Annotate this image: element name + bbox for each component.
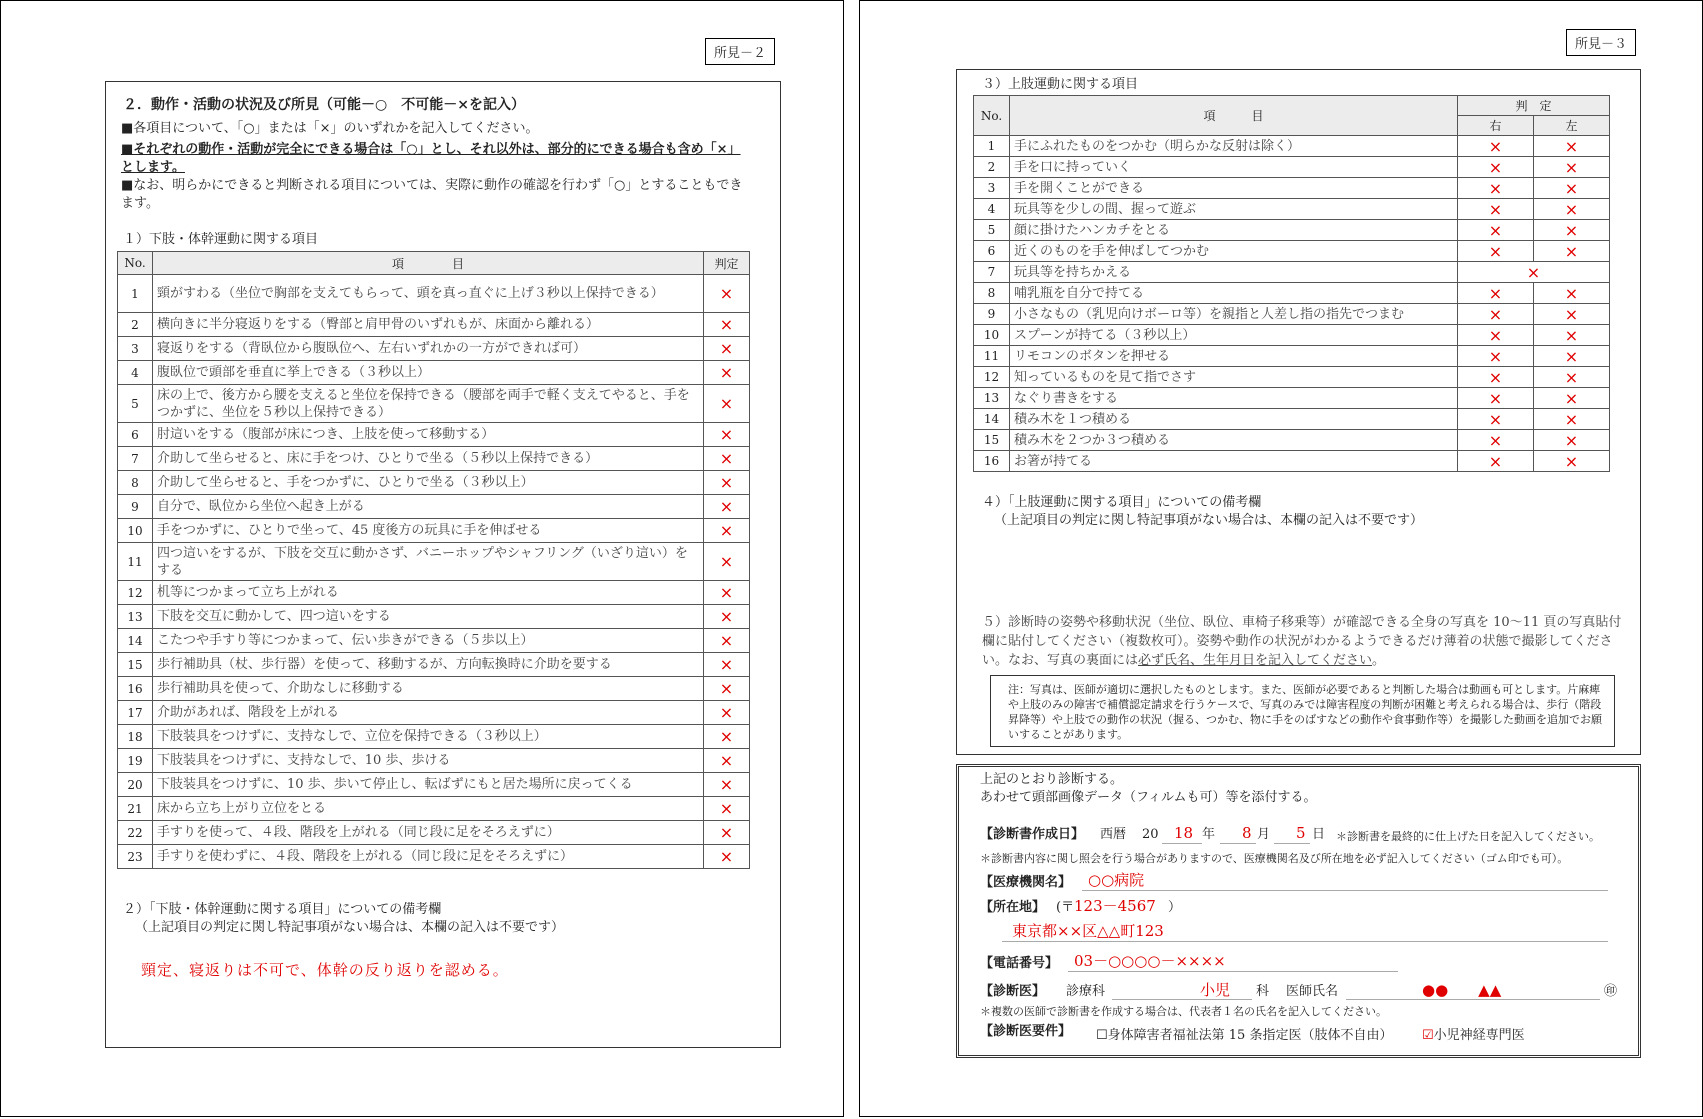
row-judgement[interactable]: × <box>704 423 750 447</box>
row-judgement[interactable]: × <box>704 275 750 313</box>
row-no: 6 <box>118 423 153 447</box>
hospital-value[interactable]: ○○病院 <box>1088 871 1145 889</box>
row-no: 13 <box>974 388 1010 409</box>
address-value[interactable]: 東京都××区△△町123 <box>1012 922 1164 940</box>
row-no: 3 <box>974 178 1010 199</box>
row-judgement-right[interactable]: × <box>1458 451 1534 472</box>
row-item: 横向きに半分寝返りをする（臀部と肩甲骨のいずれもが、床面から離れる） <box>153 313 704 337</box>
date-day[interactable]: 5 <box>1296 824 1306 842</box>
row-judgement[interactable]: × <box>704 677 750 701</box>
col-header-left: 左 <box>1534 116 1610 136</box>
note-3: ■なお、明らかにできると判断される項目については、実際に動作の確認を行わず「○」とすることもできます。 <box>121 178 743 211</box>
table-row <box>118 313 750 337</box>
date-month[interactable]: 8 <box>1242 824 1252 842</box>
hospital-label: 【医療機関名】 <box>980 875 1072 890</box>
date-note: ＊診断書を最終的に仕上げた日を記入してください。 <box>1336 830 1600 843</box>
table-row <box>118 629 750 653</box>
table-row <box>974 409 1610 430</box>
phone-value[interactable]: 03－○○○○－×××× <box>1074 952 1226 970</box>
dept-line <box>1112 999 1252 1000</box>
row-judgement-right[interactable]: × <box>1458 136 1534 157</box>
postal-close: ） <box>1168 900 1182 915</box>
row-judgement[interactable]: × <box>704 337 750 361</box>
day-line <box>1274 843 1310 844</box>
table-row <box>974 220 1610 241</box>
requirements-label: 【診断医要件】 <box>980 1024 1072 1039</box>
page-left <box>0 0 844 1117</box>
row-item: 下肢装具をつけずに、10 歩、歩いて停止し、転ばずにもと居た場所に戻ってくる <box>153 773 704 797</box>
row-judgement-right[interactable]: × <box>1458 157 1534 178</box>
row-judgement-right[interactable]: × <box>1458 388 1534 409</box>
lower-limb-table <box>117 251 750 869</box>
diagnosis-line-2: あわせて頭部画像データ（フィルムも可）等を添付する。 <box>980 790 1317 805</box>
row-judgement-right[interactable]: × <box>1458 220 1534 241</box>
row-judgement-right[interactable]: × <box>1458 241 1534 262</box>
row-judgement[interactable]: × <box>704 653 750 677</box>
row-judgement-right[interactable]: × <box>1458 178 1534 199</box>
row-no: 6 <box>974 241 1010 262</box>
row-no: 15 <box>974 430 1010 451</box>
table-row <box>974 157 1610 178</box>
row-item: 腹臥位で頭部を垂直に挙上できる（３秒以上） <box>153 361 704 385</box>
row-item: 歩行補助具を使って、介助なしに移動する <box>153 677 704 701</box>
row-judgement-left[interactable]: × <box>1534 325 1610 346</box>
table-row <box>118 543 750 581</box>
row-item: 手を口に持っていく <box>1010 157 1458 178</box>
table-row <box>974 325 1610 346</box>
inquiry-note: ＊診断書内容に関し照会を行う場合がありますので、医療機関名及び所在地を必ず記入してください（ゴム印でも可）。 <box>980 852 1569 865</box>
row-judgement[interactable]: × <box>704 471 750 495</box>
date-label: 【診断書作成日】 <box>980 827 1085 842</box>
section5-emphasis: 必ず氏名、生年月日を記入してください <box>1138 653 1373 668</box>
table-row <box>118 677 750 701</box>
row-item: 介助して坐らせると、手をつかずに、ひとりで坐る（３秒以上） <box>153 471 704 495</box>
row-item: 哺乳瓶を自分で持てる <box>1010 283 1458 304</box>
row-item: 寝返りをする（背臥位から腹臥位へ、左右いずれかの一方ができれば可） <box>153 337 704 361</box>
row-judgement-right[interactable]: × <box>1458 346 1534 367</box>
row-judgement-left[interactable]: × <box>1534 346 1610 367</box>
dept-unit: 科 <box>1256 984 1270 999</box>
row-no: 10 <box>118 519 153 543</box>
row-no: 11 <box>974 346 1010 367</box>
date-year[interactable]: 18 <box>1174 824 1194 842</box>
row-judgement[interactable]: × <box>704 385 750 423</box>
row-item: 手すりを使わずに、４段、階段を上がれる（同じ段に足をそろえずに） <box>153 845 704 869</box>
row-item: 頸がすわる（坐位で胸部を支えてもらって、頭を真っ直ぐに上げ３秒以上保持できる） <box>153 275 704 313</box>
remarks-title: ２）「下肢・体幹運動に関する項目」についての備考欄 <box>123 902 442 917</box>
row-item: 肘這いをする（腹部が床につき、上肢を使って移動する） <box>153 423 704 447</box>
section5-pre: ５）診断時の姿勢や移動状況（坐位、臥位、車椅子移乗等）が確認できる全身の写真を 10～11 頁の写真貼付欄に貼付してください（複数枚可）。姿勢や動作の状況がわかるようできるだけ薄着の状態で撮影してください。なお、写真の裏面には <box>982 615 1622 668</box>
row-no: 5 <box>974 220 1010 241</box>
row-judgement-left[interactable]: × <box>1534 178 1610 199</box>
row-item: 自分で、臥位から坐位へ起き上がる <box>153 495 704 519</box>
row-no: 12 <box>974 367 1010 388</box>
table-row <box>118 653 750 677</box>
row-judgement-right[interactable]: × <box>1458 199 1534 220</box>
doctor-name-line <box>1346 999 1600 1000</box>
row-item: 下肢装具をつけずに、支持なしで、立位を保持できる（３秒以上） <box>153 725 704 749</box>
page-label: 所見－２ <box>705 38 775 65</box>
row-item: 手をつかずに、ひとりで坐って、45 度後方の玩具に手を伸ばせる <box>153 519 704 543</box>
table-row <box>118 495 750 519</box>
col-header-judge: 判 定 <box>1458 96 1610 116</box>
table-row <box>974 283 1610 304</box>
row-no: 16 <box>118 677 153 701</box>
address-line <box>1002 941 1608 942</box>
row-judgement[interactable]: × <box>704 821 750 845</box>
row-judgement-right[interactable]: × <box>1458 283 1534 304</box>
remarks4-note: （上記項目の判定に関し特記事項がない場合は、本欄の記入は不要です） <box>994 513 1424 528</box>
date-year-unit: 年 <box>1202 827 1216 842</box>
row-judgement-left[interactable]: × <box>1534 241 1610 262</box>
row-judgement-left[interactable]: × <box>1534 283 1610 304</box>
row-no: 1 <box>118 275 153 313</box>
row-no: 1 <box>974 136 1010 157</box>
row-judgement-left[interactable]: × <box>1534 388 1610 409</box>
row-item: 下肢を交互に動かして、四つ這いをする <box>153 605 704 629</box>
row-item: 介助があれば、階段を上がれる <box>153 701 704 725</box>
note-box-text: 注：写真は、医師が適切に選択したものとします。また、医師が必要であると判断した場合は動画も可とします。片麻痺や上肢のみの障害で補償認定請求を行うケースで、写真のみでは障害程度の判断が困難と考えられる場合は、歩行（階段昇降等）や上肢での動作の状況（握る、つかむ、物に手をのばすなどの動作や食事動作等）を撮影した動画を追加でお願いすることがあります。 <box>1008 683 1602 741</box>
multi-doctor-note: ＊複数の医師で診断書を作成する場合は、代表者１名の氏名を記入してください。 <box>980 1005 1387 1018</box>
row-no: 9 <box>118 495 153 519</box>
row-no: 7 <box>118 447 153 471</box>
row-judgement-left[interactable]: × <box>1534 136 1610 157</box>
section5-post: 。 <box>1372 653 1386 668</box>
table-row <box>974 262 1610 283</box>
row-judgement[interactable]: × <box>704 581 750 605</box>
row-item: 玩具等を持ちかえる <box>1010 262 1458 283</box>
row-judgement[interactable]: × <box>704 605 750 629</box>
row-no: 21 <box>118 797 153 821</box>
row-item: 積み木を１つ積める <box>1010 409 1458 430</box>
requirement-2-label: 小児神経専門医 <box>1433 1028 1525 1043</box>
row-judgement-left[interactable]: × <box>1534 304 1610 325</box>
date-prefix: 20 <box>1142 827 1159 842</box>
row-item: スプーンが持てる（３秒以上） <box>1010 325 1458 346</box>
row-item: 手すりを使って、４段、階段を上がれる（同じ段に足をそろえずに） <box>153 821 704 845</box>
row-judgement-right[interactable]: × <box>1458 430 1534 451</box>
row-judgement-left[interactable]: × <box>1534 451 1610 472</box>
row-no: 20 <box>118 773 153 797</box>
col-header-item: 項 目 <box>153 252 704 275</box>
table-row <box>118 821 750 845</box>
doctor-label: 【診断医】 <box>980 984 1046 999</box>
table-row <box>974 451 1610 472</box>
col-header-item: 項 目 <box>1010 96 1458 136</box>
row-judgement[interactable]: × <box>704 629 750 653</box>
row-no: 14 <box>974 409 1010 430</box>
row-judgement-right[interactable]: × <box>1458 409 1534 430</box>
table-row <box>118 385 750 423</box>
row-item: 介助して坐らせると、床に手をつけ、ひとりで坐る（５秒以上保持できる） <box>153 447 704 471</box>
row-judgement[interactable]: × <box>704 773 750 797</box>
row-item: 机等につかまって立ち上がれる <box>153 581 704 605</box>
row-item: 下肢装具をつけずに、支持なしで、10 歩、歩ける <box>153 749 704 773</box>
table-row <box>118 337 750 361</box>
row-item: なぐり書きをする <box>1010 388 1458 409</box>
row-item: 歩行補助具（杖、歩行器）を使って、移動するが、方向転換時に介助を要する <box>153 653 704 677</box>
row-no: 10 <box>974 325 1010 346</box>
table-row <box>118 423 750 447</box>
table-row <box>974 346 1610 367</box>
address-label: 【所在地】 <box>980 900 1046 915</box>
row-item: 手を開くことができる <box>1010 178 1458 199</box>
checked-checkbox-icon[interactable]: ☑ <box>1422 1028 1434 1043</box>
row-item: 知っているものを見て指でさす <box>1010 367 1458 388</box>
row-no: 11 <box>118 543 153 581</box>
diagnosis-line-1: 上記のとおり診断する。 <box>980 772 1124 787</box>
row-item: 積み木を２つか３つ積める <box>1010 430 1458 451</box>
requirement-1-label: 身体障害者福祉法第 15 条指定医（肢体不自由） <box>1107 1028 1393 1043</box>
row-judgement[interactable]: × <box>704 797 750 821</box>
table-row <box>118 447 750 471</box>
row-judgement[interactable]: × <box>704 361 750 385</box>
note-1: ■各項目について、「○」または「×」のいずれかを記入してください。 <box>121 121 539 136</box>
table-row <box>118 773 750 797</box>
row-no: 17 <box>118 701 153 725</box>
row-no: 15 <box>118 653 153 677</box>
row-judgement[interactable]: × <box>704 701 750 725</box>
table-row <box>974 199 1610 220</box>
table-row <box>974 178 1610 199</box>
phone-label: 【電話番号】 <box>980 956 1059 971</box>
table-row <box>118 845 750 869</box>
table-title: ３）上肢運動に関する項目 <box>982 77 1139 92</box>
table-row <box>974 304 1610 325</box>
date-month-unit: 月 <box>1257 827 1271 842</box>
col-header-no: No. <box>118 252 153 275</box>
table-row <box>118 361 750 385</box>
requirement-2[interactable] <box>1422 1024 1525 1043</box>
table-row <box>118 471 750 495</box>
row-item: 手にふれたものをつかむ（明らかな反射は除く） <box>1010 136 1458 157</box>
row-judgement-left[interactable]: × <box>1534 430 1610 451</box>
row-no: 5 <box>118 385 153 423</box>
row-no: 22 <box>118 821 153 845</box>
row-judgement-left[interactable]: × <box>1534 220 1610 241</box>
row-judgement-right[interactable]: × <box>1458 325 1534 346</box>
table-row <box>974 388 1610 409</box>
page-right <box>859 0 1703 1117</box>
row-item: 四つ這いをするが、下肢を交互に動かさず、バニーホップやシャフリング（いざり這い）をする <box>153 543 704 581</box>
row-no: 16 <box>974 451 1010 472</box>
row-judgement[interactable]: × <box>704 447 750 471</box>
postal-open: (〒 <box>1056 900 1075 915</box>
note-2: ■それぞれの動作・活動が完全にできる場合は「○」とし、それ以外は、部分的にできる場合も含め「×」とします。 <box>121 142 741 175</box>
row-judgement-left[interactable]: × <box>1534 157 1610 178</box>
table-row <box>118 797 750 821</box>
col-header-no: No. <box>974 96 1010 136</box>
row-item: 床から立ち上がり立位をとる <box>153 797 704 821</box>
col-header-right: 右 <box>1458 116 1534 136</box>
table-row <box>118 701 750 725</box>
postal-code[interactable]: 123－4567 <box>1074 897 1156 915</box>
row-judgement-right[interactable]: × <box>1458 304 1534 325</box>
row-item: 顔に掛けたハンカチをとる <box>1010 220 1458 241</box>
row-judgement[interactable]: × <box>704 749 750 773</box>
doctor-name-value[interactable]: ●● ▲▲ <box>1422 981 1502 999</box>
upper-limb-table <box>973 95 1610 472</box>
row-judgement-right[interactable]: × <box>1458 367 1534 388</box>
row-no: 4 <box>974 199 1010 220</box>
dept-label: 診療科 <box>1066 984 1106 999</box>
table-row <box>118 605 750 629</box>
row-no: 12 <box>118 581 153 605</box>
row-judgement[interactable]: × <box>704 845 750 869</box>
row-item: 玩具等を少しの間、握って遊ぶ <box>1010 199 1458 220</box>
row-judgement-left[interactable]: × <box>1534 367 1610 388</box>
table-row <box>118 749 750 773</box>
hospital-line <box>1082 890 1608 891</box>
row-item: こたつや手すり等につかまって、伝い歩きができる（５歩以上） <box>153 629 704 653</box>
table-row <box>118 581 750 605</box>
table-row <box>118 519 750 543</box>
row-item: 近くのものを手を伸ばしてつかむ <box>1010 241 1458 262</box>
date-era: 西暦 <box>1100 827 1127 842</box>
checkbox-icon[interactable]: ☐ <box>1096 1028 1108 1043</box>
seal-icon: ㊞ <box>1604 984 1618 999</box>
table-title: １）下肢・体幹運動に関する項目 <box>123 232 319 247</box>
row-judgement[interactable]: × <box>704 519 750 543</box>
year-line <box>1162 843 1202 844</box>
row-no: 13 <box>118 605 153 629</box>
doctor-name-label: 医師氏名 <box>1286 984 1339 999</box>
row-item: 床の上で、後方から腰を支えると坐位を保持できる（腰部を両手で軽く支えてやると、手をつかずに、坐位を５秒以上保持できる） <box>153 385 704 423</box>
table-row <box>118 275 750 313</box>
phone-line <box>1068 971 1398 972</box>
row-no: 18 <box>118 725 153 749</box>
remarks-text: 頸定、寝返りは不可で、体幹の反り返りを認める。 <box>141 961 509 979</box>
row-no: 7 <box>974 262 1010 283</box>
row-judgement[interactable]: × <box>704 313 750 337</box>
row-no: 23 <box>118 845 153 869</box>
col-header-judge: 判定 <box>704 252 750 275</box>
row-no: 3 <box>118 337 153 361</box>
row-no: 9 <box>974 304 1010 325</box>
date-day-unit: 日 <box>1312 827 1326 842</box>
row-no: 19 <box>118 749 153 773</box>
table-row <box>974 430 1610 451</box>
row-no: 14 <box>118 629 153 653</box>
table-row <box>974 136 1610 157</box>
dept-value[interactable]: 小児 <box>1200 981 1231 999</box>
row-no: 8 <box>118 471 153 495</box>
row-judgement-left[interactable]: × <box>1534 199 1610 220</box>
table-row <box>974 241 1610 262</box>
row-item: お箸が持てる <box>1010 451 1458 472</box>
remarks-note: （上記項目の判定に関し特記事項がない場合は、本欄の記入は不要です） <box>135 920 565 935</box>
row-no: 2 <box>118 313 153 337</box>
requirement-1[interactable] <box>1096 1024 1392 1043</box>
page-label: 所見－３ <box>1566 29 1636 56</box>
row-item: リモコンのボタンを押せる <box>1010 346 1458 367</box>
remarks4-title: ４）「上肢運動に関する項目」についての備考欄 <box>982 495 1262 510</box>
row-judgement-left[interactable]: × <box>1534 409 1610 430</box>
row-judgement-both[interactable]: × <box>1458 262 1610 283</box>
row-no: 4 <box>118 361 153 385</box>
row-item: 小さなもの（乳児向けボーロ等）を親指と人差し指の指先でつまむ <box>1010 304 1458 325</box>
section5-text <box>982 613 1622 670</box>
row-judgement[interactable]: × <box>704 543 750 581</box>
row-no: 8 <box>974 283 1010 304</box>
month-line <box>1220 843 1256 844</box>
row-no: 2 <box>974 157 1010 178</box>
table-row <box>118 725 750 749</box>
table-row <box>974 367 1610 388</box>
row-judgement[interactable]: × <box>704 495 750 519</box>
row-judgement[interactable]: × <box>704 725 750 749</box>
section-title: ２．動作・活動の状況及び所見（可能－○ 不可能－×を記入） <box>123 97 525 113</box>
